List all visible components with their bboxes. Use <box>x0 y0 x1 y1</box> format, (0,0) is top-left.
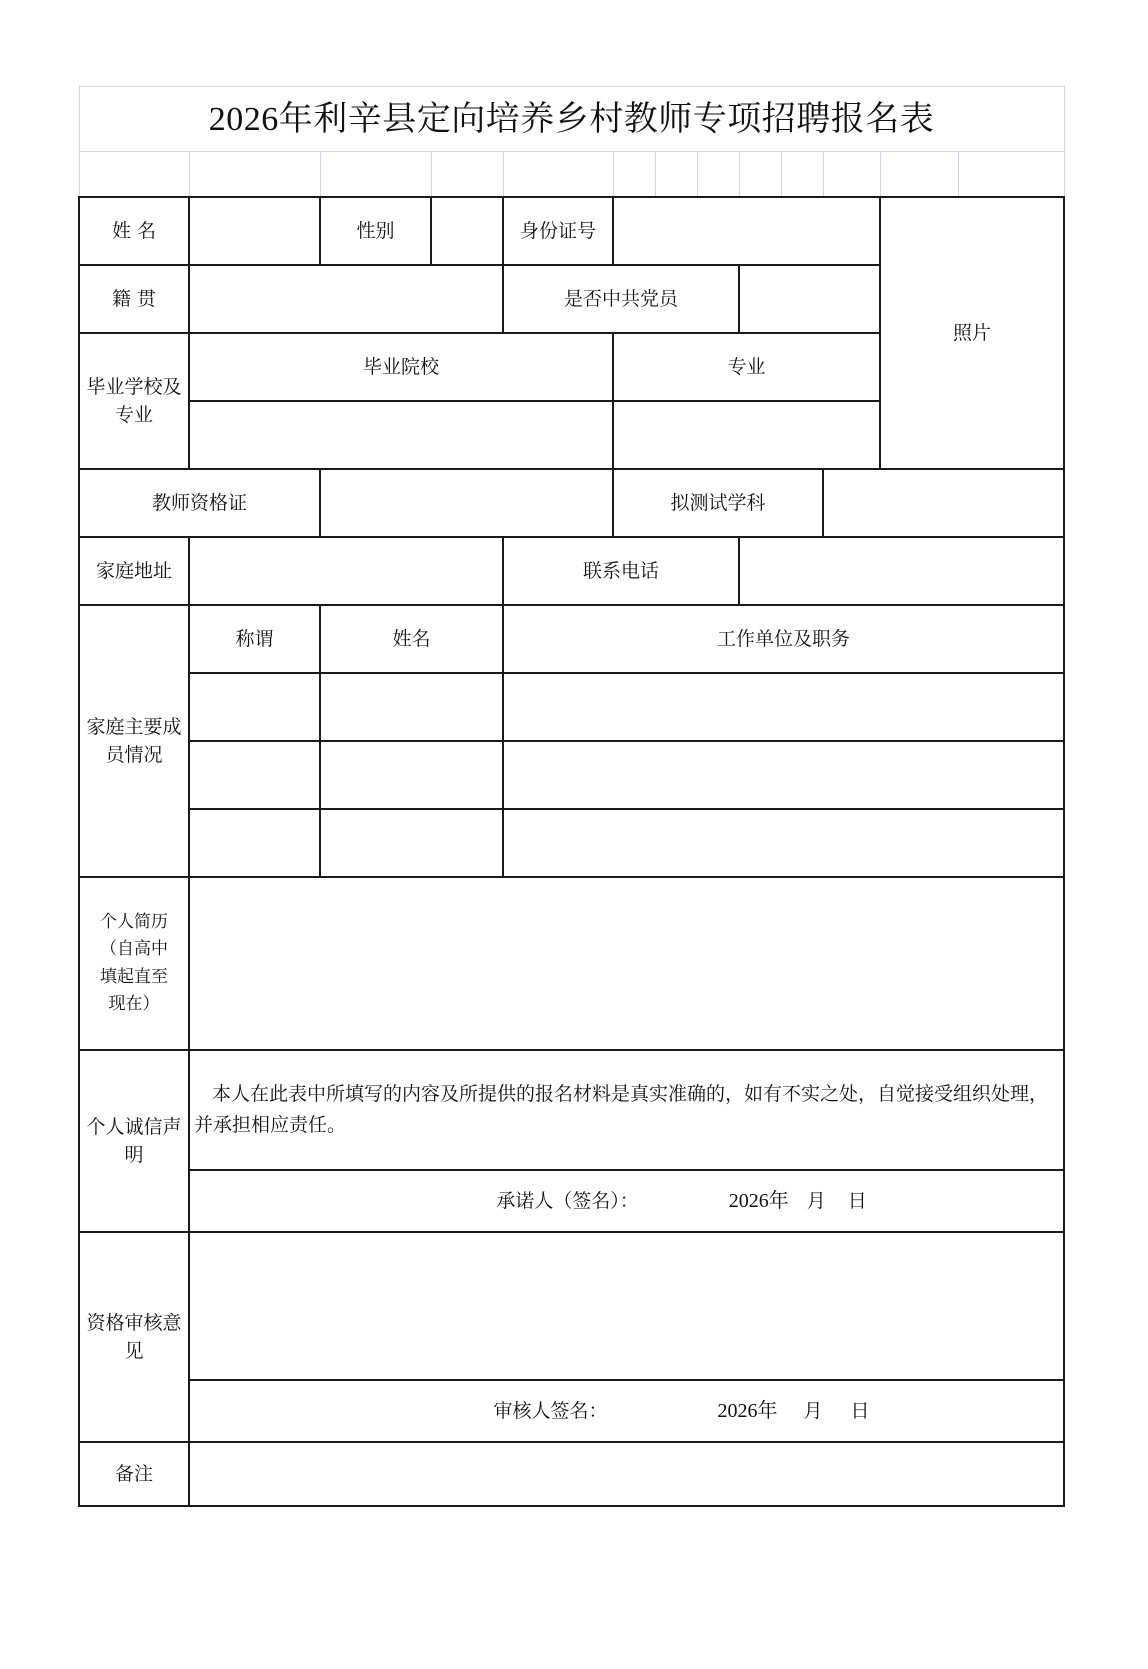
relation-header: 称谓 <box>189 605 320 673</box>
native-place-field[interactable] <box>189 265 503 333</box>
graduate-school-label: 毕业院校 <box>189 333 613 401</box>
school-major-label: 毕业学校及专业 <box>79 333 189 469</box>
native-place-label: 籍 贯 <box>79 265 189 333</box>
work-unit-field[interactable] <box>503 741 1064 809</box>
declaration-month: 月 <box>806 1190 826 1212</box>
registration-form <box>78 86 1063 1507</box>
review-day: 日 <box>850 1400 870 1422</box>
work-unit-field[interactable] <box>503 809 1064 877</box>
declaration-day: 日 <box>847 1190 867 1212</box>
id-number-label: 身份证号 <box>503 197 613 265</box>
family-members-label: 家庭主要成员情况 <box>79 605 189 877</box>
relation-field[interactable] <box>189 741 320 809</box>
spacer-grid-row <box>79 152 1064 198</box>
remarks-label: 备注 <box>79 1442 189 1506</box>
family-row <box>79 809 1064 877</box>
integrity-label: 个人诚信声明 <box>79 1050 189 1232</box>
qualification-review-label: 资格审核意见 <box>79 1232 189 1442</box>
test-subject-field[interactable] <box>823 469 1064 537</box>
form-title: 2026年利辛县定向培养乡村教师专项招聘报名表 <box>79 87 1064 152</box>
party-member-field[interactable] <box>739 265 880 333</box>
declaration-text: 本人在此表中所填写的内容及所提供的报名材料是真实准确的，如有不实之处，自觉接受组织处理，并承担相应责任。 <box>189 1050 1064 1170</box>
teacher-cert-field[interactable] <box>320 469 613 537</box>
test-subject-label: 拟测试学科 <box>613 469 823 537</box>
photo-box[interactable]: 照片 <box>880 197 1064 469</box>
id-number-field[interactable] <box>613 197 880 265</box>
work-unit-header: 工作单位及职务 <box>503 605 1064 673</box>
resume-label: 个人简历（自高中填起直至现在） <box>79 877 189 1050</box>
review-signer-label: 审核人签名： <box>493 1400 608 1422</box>
graduate-school-field[interactable] <box>189 401 613 469</box>
name-label: 姓 名 <box>79 197 189 265</box>
name-field[interactable] <box>189 197 320 265</box>
relation-field[interactable] <box>189 809 320 877</box>
declaration-signer-label: 承诺人（签名）： <box>496 1190 639 1212</box>
member-name-field[interactable] <box>320 673 503 741</box>
teacher-cert-label: 教师资格证 <box>79 469 320 537</box>
major-field[interactable] <box>613 401 880 469</box>
form-table <box>78 86 1065 1507</box>
review-signature-row <box>189 1380 1064 1442</box>
member-name-field[interactable] <box>320 809 503 877</box>
member-name-field[interactable] <box>320 741 503 809</box>
gender-field[interactable] <box>431 197 503 265</box>
home-address-field[interactable] <box>189 537 503 605</box>
family-row <box>79 673 1064 741</box>
party-member-label: 是否中共党员 <box>503 265 739 333</box>
review-year: 2026年 <box>717 1400 778 1422</box>
member-name-header: 姓名 <box>320 605 503 673</box>
review-opinion-field[interactable] <box>189 1232 1064 1380</box>
declaration-signature-row <box>189 1170 1064 1232</box>
phone-label: 联系电话 <box>503 537 739 605</box>
gender-label: 性别 <box>320 197 431 265</box>
resume-field[interactable] <box>189 877 1064 1050</box>
major-label: 专业 <box>613 333 880 401</box>
phone-field[interactable] <box>739 537 1064 605</box>
review-month: 月 <box>803 1400 823 1422</box>
home-address-label: 家庭地址 <box>79 537 189 605</box>
work-unit-field[interactable] <box>503 673 1064 741</box>
relation-field[interactable] <box>189 673 320 741</box>
family-row <box>79 741 1064 809</box>
remarks-field[interactable] <box>189 1442 1064 1506</box>
declaration-year: 2026年 <box>728 1190 789 1212</box>
